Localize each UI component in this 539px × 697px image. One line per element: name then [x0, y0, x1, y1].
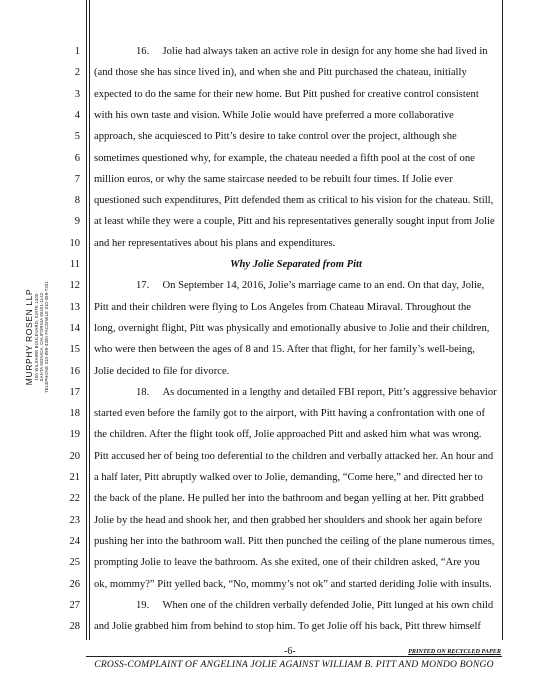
- body-text-line: a half later, Pitt abruptly walked over to Jolie, demanding, “Come here,” and directed her to: [94, 472, 483, 483]
- right-margin-rule: [502, 0, 503, 640]
- line-number: 12: [69, 280, 80, 292]
- body-text-line: sometimes questioned why, for example, the chateau needed a fifth pool at the cost of one: [94, 152, 475, 164]
- line-number: 17: [69, 386, 80, 398]
- body-text-line: Jolie by the head and shook her, and then grabbed her shoulders and shook her again before: [94, 514, 483, 526]
- body-text-line: with his own taste and vision. While Jolie would have preferred a more collaborative: [94, 109, 454, 121]
- body-text-line: started even before the family got to the airport, with Pitt having a confrontation with one of: [94, 408, 485, 420]
- line-number: 11: [69, 259, 80, 270]
- line-number: 20: [69, 450, 80, 462]
- body-text-line: approach, she acquiesced to Pitt’s desire to take control over the project, although she: [94, 131, 457, 143]
- line-number: 15: [69, 344, 80, 356]
- line-number: 28: [69, 621, 80, 633]
- body-text-line: pushing her into the bathroom wall. Pitt then punched the ceiling of the plane numerous times,: [94, 535, 495, 547]
- body-text-line: Jolie decided to file for divorce.: [94, 365, 230, 377]
- line-number: 14: [69, 322, 80, 334]
- body-text-line: the children. After the flight took off, Jolie approached Pitt and asked him what was wrong.: [94, 429, 482, 441]
- line-number: 27: [69, 599, 80, 611]
- recycled-paper-note: PRINTED ON RECYCLED PAPER: [408, 648, 501, 655]
- section-heading: Why Jolie Separated from Pitt: [230, 259, 362, 270]
- line-number: 7: [74, 173, 80, 185]
- line-number: 8: [74, 195, 80, 207]
- line-number: 3: [74, 88, 80, 100]
- page-number: -6-: [284, 646, 296, 657]
- body-text-line: expected to do the same for their new home. But Pitt pushed for creative control consistent: [94, 88, 479, 100]
- body-text-line: long, overnight flight, Pitt was physically and emotionally abusive to Jolie and their children,: [94, 322, 490, 334]
- line-number: 10: [69, 237, 80, 249]
- body-text-line: 19. When one of the children verbally defended Jolie, Pitt lunged at his own child: [136, 599, 494, 611]
- body-text-line: ok, mommy?” Pitt yelled back, “No, mommy’s not ok” and started deriding Jolie with insults.: [94, 578, 492, 590]
- line-number: 5: [74, 131, 80, 143]
- line-number: 18: [69, 408, 80, 420]
- body-text-line: at least while they were a couple, Pitt and his representatives generally sought input from Jolie: [94, 216, 495, 228]
- body-text-line: 16. Jolie had always taken an active role in design for any home she had lived in: [136, 46, 488, 57]
- line-number: 6: [74, 152, 80, 164]
- left-margin-rule-inner: [89, 0, 90, 640]
- line-number: 25: [69, 557, 80, 569]
- body-text-line: who were then between the ages of 8 and 15. After that flight, for her family’s well-being,: [94, 344, 475, 356]
- body-text-line: and her representatives about his plans and expenditures.: [94, 237, 336, 249]
- line-number: 2: [74, 67, 80, 79]
- body-text-line: prompting Jolie to leave the bathroom. As she exited, one of their children asked, “Are you: [94, 557, 480, 569]
- footer-rule: [86, 656, 502, 657]
- body-text-line: 17. On September 14, 2016, Jolie’s marriage came to an end. On that day, Jolie,: [136, 280, 485, 292]
- body-text-line: (and those she has since lived in), and when she and Pitt purchased the chateau, initially: [94, 67, 467, 79]
- line-number: 24: [69, 535, 80, 547]
- body-text-line: million euros, or why the same staircase needed to be rebuilt four times. If Jolie ever: [94, 173, 453, 185]
- footer-title: CROSS-COMPLAINT OF ANGELINA JOLIE AGAINST WILLIAM B. PITT AND MONDO BONGO: [94, 659, 494, 670]
- line-number: 9: [74, 216, 80, 228]
- firm-name: MURPHY ROSEN LLP: [24, 288, 34, 386]
- left-margin-rule-outer: [86, 0, 87, 640]
- line-number: 19: [69, 429, 80, 441]
- line-number: 13: [69, 301, 80, 313]
- body-text-line: and Jolie grabbed him from behind to stop him. To get Jolie off his back, Pitt threw himself: [94, 621, 481, 633]
- firm-address: 100 WILSHIRE BOULEVARD, SUITE 1300: [34, 293, 39, 381]
- body-text-line: the back of the plane. He pulled her into the bathroom and began yelling at her. Pitt grabbed: [94, 493, 484, 505]
- line-number: 21: [69, 472, 80, 483]
- body-text-line: Pitt accused her of being too deferential to the children and verbally attacked her. An hour and: [94, 450, 494, 462]
- line-number: 4: [74, 109, 80, 121]
- firm-city: SANTA MONICA, CALIFORNIA 90401-1142: [39, 292, 45, 382]
- firm-phone: TELEPHONE 310-899-3300 FACSIMILE 310-399-7201: [44, 281, 50, 393]
- body-text-line: questioned such expenditures, Pitt defended them as critical to his vision for the chateau. Still,: [94, 195, 494, 207]
- body-text-line: Pitt and their children were flying to Los Angeles from Chateau Miraval. Throughout the: [94, 301, 471, 313]
- body-text-line: 18. As documented in a lengthy and detailed FBI report, Pitt’s aggressive behavior: [136, 386, 497, 398]
- line-number: 1: [74, 46, 80, 57]
- line-number: 26: [69, 578, 80, 590]
- line-number: 23: [69, 514, 80, 526]
- line-number: 22: [69, 493, 80, 505]
- line-number: 16: [69, 365, 80, 377]
